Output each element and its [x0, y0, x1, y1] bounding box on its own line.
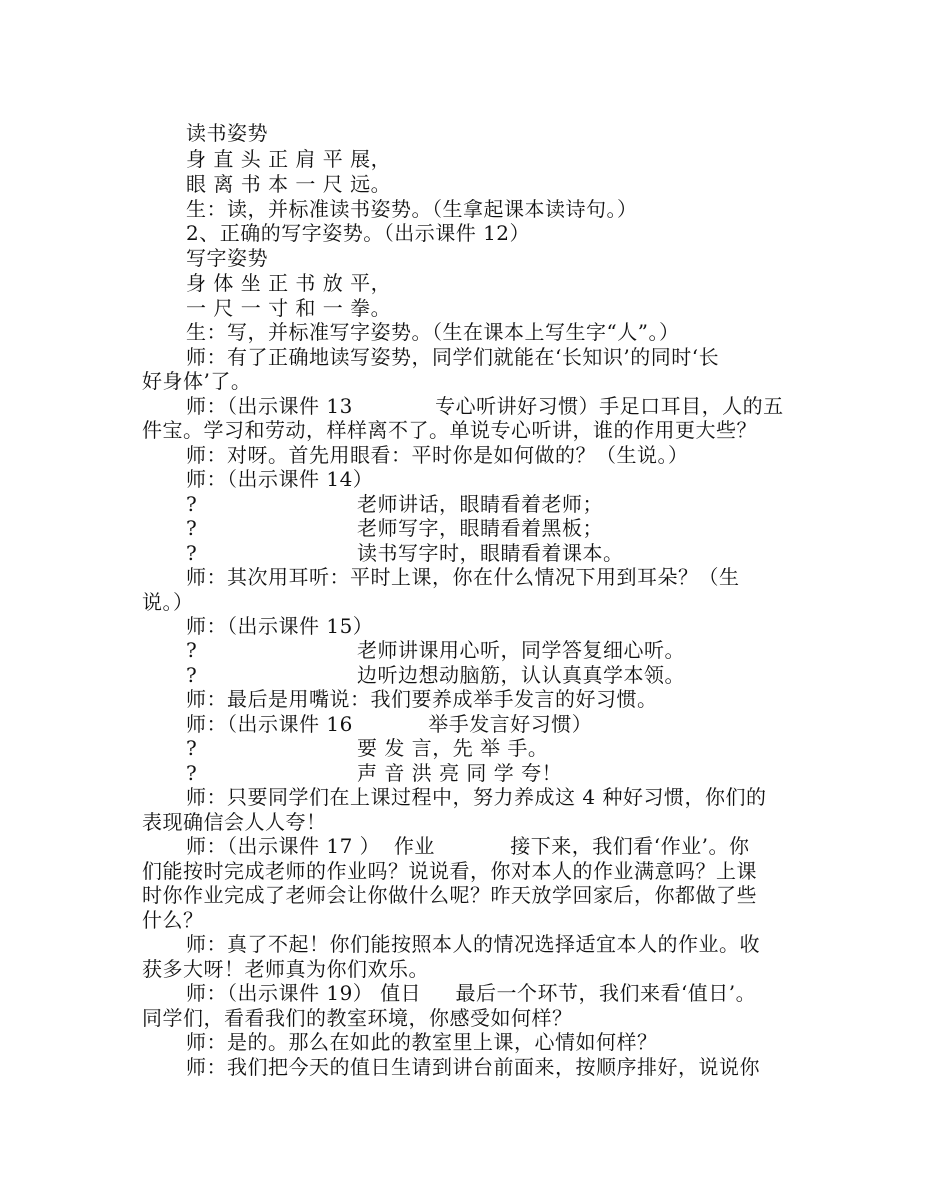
- paragraph-line: 师：有了正确地读写姿势，同学们就能在‘长知识’的同时‘长: [186, 345, 720, 369]
- paragraph-line: 师：最后是用嘴说：我们要养成举手发言的好习惯。: [186, 687, 658, 711]
- list-item: 老师写字，眼睛看着黑板；: [357, 516, 603, 540]
- paragraph-line: 时你作业完成了老师会让你做什么呢？昨天放学回家后，你都做了些: [142, 883, 757, 907]
- paragraph-line: 师：只要同学们在上课过程中，努力养成这 4 种好习惯，你们的: [186, 785, 767, 809]
- paragraph-line: 表现确信会人人夸！: [142, 810, 327, 834]
- paragraph-line: 好身体’了。: [142, 369, 252, 393]
- paragraph-line: 生：读，并标准读书姿势。（生拿起课本读诗句。）: [186, 197, 638, 221]
- paragraph-line: 师：对呀。首先用眼看：平时你是如何做的？（生说。）: [186, 443, 689, 467]
- bullet-marker: ?: [186, 492, 198, 516]
- list-item: 边听边想动脑筋，认认真真学本领。: [357, 663, 685, 687]
- paragraph-line: 师：其次用耳听：平时上课，你在什么情况下用到耳朵？（生: [186, 565, 740, 589]
- poem-line: 身 直 头 正 肩 平 展，: [186, 147, 392, 171]
- paragraph-line: 师：是的。那么在如此的教室里上课，心情如何样？: [186, 1030, 658, 1054]
- paragraph-line: 师：（出示课件 16 举手发言好习惯）: [186, 712, 593, 736]
- paragraph-line: 获多大呀！老师真为你们欢乐。: [142, 957, 429, 981]
- bullet-marker: ?: [186, 638, 198, 662]
- paragraph-line: 们能按时完成老师的作业吗？说说看，你对本人的作业满意吗？上课: [142, 859, 757, 883]
- section-heading-writing-posture: 2、正确的写字姿势。（出示课件 12）: [186, 221, 531, 245]
- bullet-marker: ?: [186, 516, 198, 540]
- heading-reading-posture: 读书姿势: [186, 121, 268, 145]
- list-item: 读书写字时，眼睛看着课本。: [357, 541, 624, 565]
- poem-line: 一 尺 一 寸 和 一 拳。: [186, 296, 392, 320]
- paragraph-line: 说。）: [142, 590, 194, 614]
- paragraph-line: 师：我们把今天的值日生请到讲台前面来，按顺序排好，说说你: [186, 1055, 760, 1079]
- paragraph-line: 师：（出示课件 13 专心听讲好习惯）手足口耳目，人的五: [186, 394, 784, 418]
- paragraph-line: 师：（出示课件 19） 值日 最后一个环节，我们来看‘值日’。: [186, 981, 757, 1005]
- paragraph-line: 什么？: [142, 908, 204, 932]
- paragraph-line: 生：写，并标准写字姿势。（生在课本上写生字“人”。）: [186, 320, 680, 344]
- paragraph-line: 师：真了不起！你们能按照本人的情况选择适宜本人的作业。收: [186, 932, 760, 956]
- bullet-marker: ?: [186, 761, 198, 785]
- bullet-marker: ?: [186, 736, 198, 760]
- list-item: 老师讲课用心听，同学答复细心听。: [357, 638, 685, 662]
- paragraph-line: 师：（出示课件 14）: [186, 467, 374, 491]
- paragraph-line: 师：（出示课件 17 ） 作业 接下来，我们看‘作业’。你: [186, 834, 750, 858]
- paragraph-line: 同学们，看看我们的教室环境，你感受如何样？: [142, 1006, 573, 1030]
- list-item: 老师讲话，眼睛看着老师；: [357, 492, 603, 516]
- paragraph-line: 师：（出示课件 15）: [186, 614, 374, 638]
- list-item: 声 音 洪 亮 同 学 夸！: [357, 761, 563, 785]
- paragraph-line: 件宝。学习和劳动，样样离不了。单说专心听讲，谁的作用更大些？: [142, 418, 757, 442]
- heading-writing-posture: 写字姿势: [186, 246, 268, 270]
- poem-line: 眼 离 书 本 一 尺 远。: [186, 172, 392, 196]
- bullet-marker: ?: [186, 541, 198, 565]
- poem-line: 身 体 坐 正 书 放 平，: [186, 271, 392, 295]
- bullet-marker: ?: [186, 663, 198, 687]
- list-item: 要 发 言，先 举 手。: [357, 736, 549, 760]
